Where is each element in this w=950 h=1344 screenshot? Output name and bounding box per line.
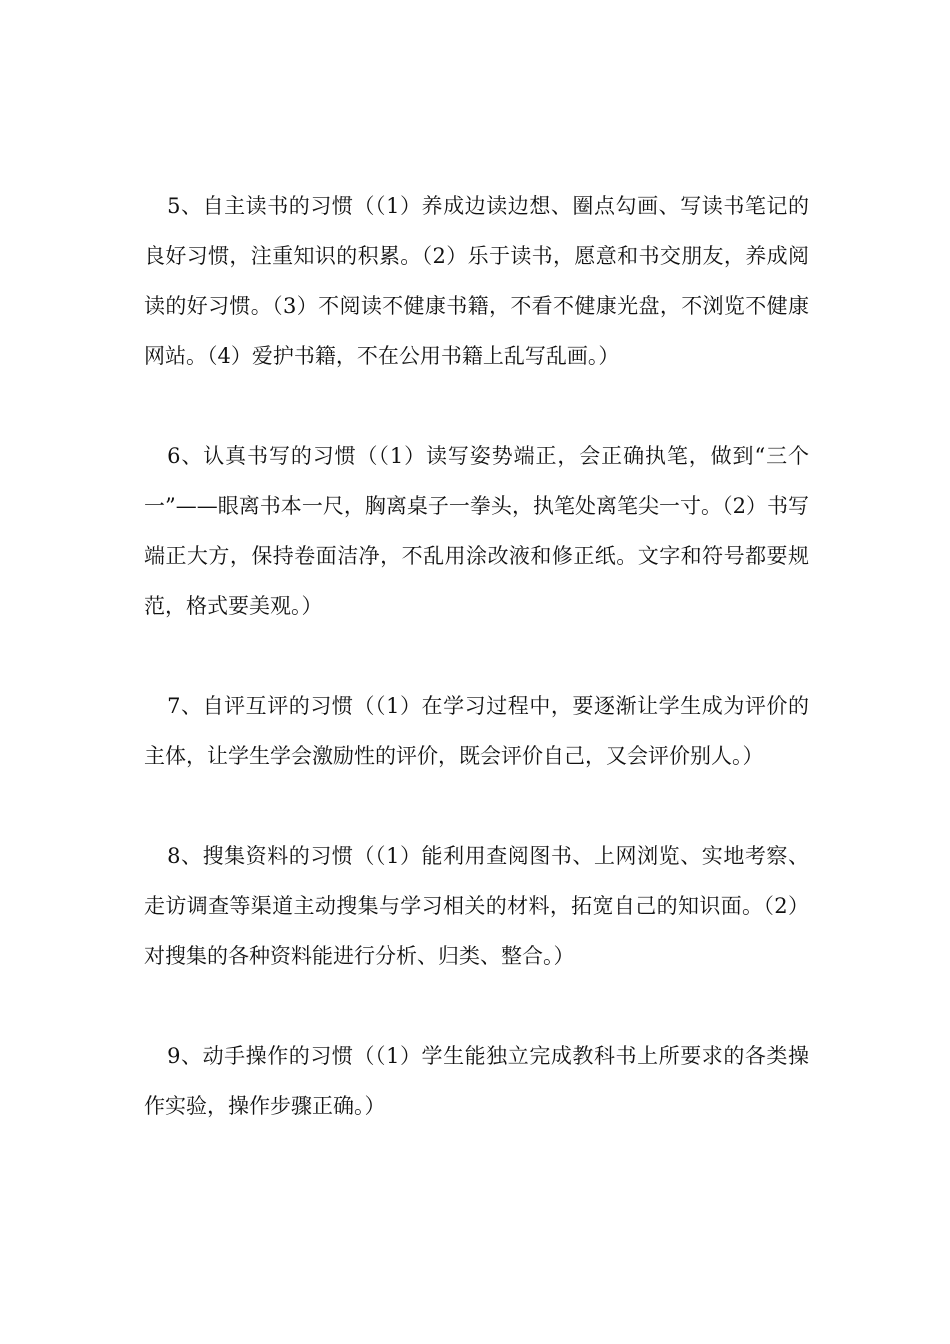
- paragraph-habit-6: 6、认真书写的习惯（（1）读写姿势端正，会正确执笔，做到“三个一”——眼离书本一尺，胸离桌子一拳头，执笔处离笔尖一寸。（2）书写端正大方，保持卷面洁净，不乱用涂改液和修正纸。文字和符号都要规范，格式要美观。）: [144, 444, 809, 618]
- document-body: [144, 181, 809, 1131]
- paragraph-habit-7: 7、自评互评的习惯（（1）在学习过程中，要逐渐让学生成为评价的主体，让学生学会激励性的评价，既会评价自己，又会评价别人。）: [144, 694, 809, 768]
- paragraph-habit-9: 9、动手操作的习惯（（1）学生能独立完成教科书上所要求的各类操作实验，操作步骤正确。）: [144, 1044, 809, 1118]
- paragraph-habit-5: 5、自主读书的习惯（（1）养成边读边想、圈点勾画、写读书笔记的良好习惯，注重知识的积累。（2）乐于读书，愿意和书交朋友，养成阅读的好习惯。（3）不阅读不健康书籍，不看不健康光盘，不浏览不健康网站。（4）爱护书籍，不在公用书籍上乱写乱画。）: [144, 194, 809, 368]
- paragraph-habit-8: 8、搜集资料的习惯（（1）能利用查阅图书、上网浏览、实地考察、走访调查等渠道主动搜集与学习相关的材料，拓宽自己的知识面。（2）对搜集的各种资料能进行分析、归类、整合。）: [144, 844, 809, 968]
